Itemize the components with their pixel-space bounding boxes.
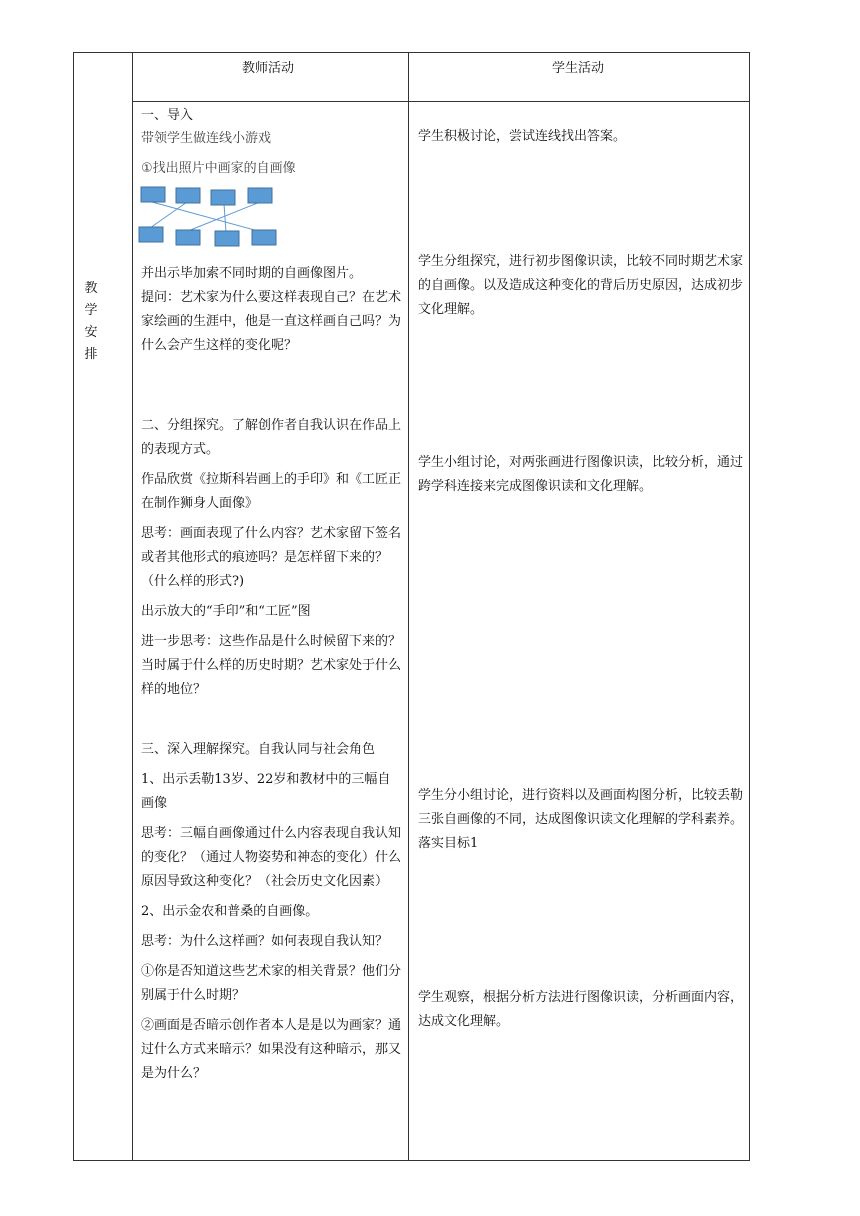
side-char: 安 (84, 325, 98, 340)
header-teacher-activity: 教师活动 (242, 61, 295, 76)
table-divider-side (132, 52, 133, 1161)
portrait-box (211, 190, 235, 205)
side-char: 教 (84, 281, 98, 296)
table-border-top (73, 52, 749, 53)
header-student-activity: 学生活动 (552, 61, 605, 76)
section-intro-task: ①找出照片中画家的自画像 (141, 161, 296, 176)
section-intro-title: 一、导入 (141, 108, 194, 123)
artist-box (252, 230, 276, 245)
side-char: 排 (84, 347, 98, 362)
match-line (152, 202, 262, 232)
match-line (150, 202, 187, 228)
student-response-4: 学生分小组讨论，进行资料以及画面构图分析，比较丢勒三张自画像的不同，达成图像识读文化理解的学科素养。落实目标1 (418, 788, 744, 851)
section-deep-inquiry: 三、深入理解探究。自我认同与社会角色 1、出示丢勒13岁、22岁和教材中的三幅自画像 思考：三幅自画像通过什么内容表现自我认知的变化？（通过人物姿势和神态的变化）什么原因导致这种变化？（社会历史文化因素） 2、出示金农和普桑的自画像。 思考：为什么这样画？如何表现自我认知？ ①你是否知道这些艺术家的相关背景？他们分别属于什么时期？ ②画面是否暗示创作者本人是是以为画家？通过什么方式来暗示？如果没有这种暗示，那又是为什么？ (141, 742, 402, 1081)
artist-box (176, 230, 200, 245)
table-border-bottom (73, 1160, 749, 1161)
portrait-box (141, 187, 165, 202)
match-line (224, 204, 226, 232)
side-char: 学 (84, 303, 98, 318)
table-header-divider (132, 101, 749, 102)
student-response-2: 学生分组探究，进行初步图像识读，比较不同时期艺术家的自画像。以及造成这种变化的背后历史原因，达成初步文化理解。 (418, 254, 744, 317)
matching-game-diagram (138, 184, 280, 248)
student-response-3: 学生小组讨论，对两张画进行图像识读，比较分析，通过跨学科连接来完成图像识读和文化理解。 (418, 455, 744, 494)
student-response-5: 学生观察，根据分析方法进行图像识读，分析画面内容，达成文化理解。 (418, 990, 744, 1029)
portrait-box (176, 188, 200, 203)
artist-box (215, 231, 239, 246)
artist-box (139, 227, 163, 242)
table-divider-middle (408, 52, 409, 1161)
table-border-left (73, 52, 74, 1161)
side-label-teaching-arrangement (80, 278, 102, 366)
section-intro-lead: 带领学生做连线小游戏 (141, 131, 272, 146)
section-group-inquiry: 二、分组探究。了解创作者自我认识在作品上的表现方式。 作品欣赏《拉斯科岩画上的手印》和《工匠正在制作狮身人面像》 思考：画面表现了什么内容？艺术家留下签名或者其他形式的痕迹吗？是怎样留下来的？（什么样的形式?) 出示放大的“手印”和“工匠”图 进一步思考：这些作品是什么时候留下来的？当时属于什么样的历史时期？艺术家处于什么样的地位？ (141, 418, 402, 697)
portrait-box (248, 188, 272, 203)
student-response-1: 学生积极讨论，尝试连线找出答案。 (418, 129, 627, 144)
section-intro-body: 并出示毕加索不同时期的自画像图片。 提问：艺术家为什么要这样表现自己？在艺术家绘画的生涯中，他是一直这样画自己吗？为什么会产生这样的变化呢？ (141, 266, 402, 353)
table-border-right (749, 52, 750, 1161)
